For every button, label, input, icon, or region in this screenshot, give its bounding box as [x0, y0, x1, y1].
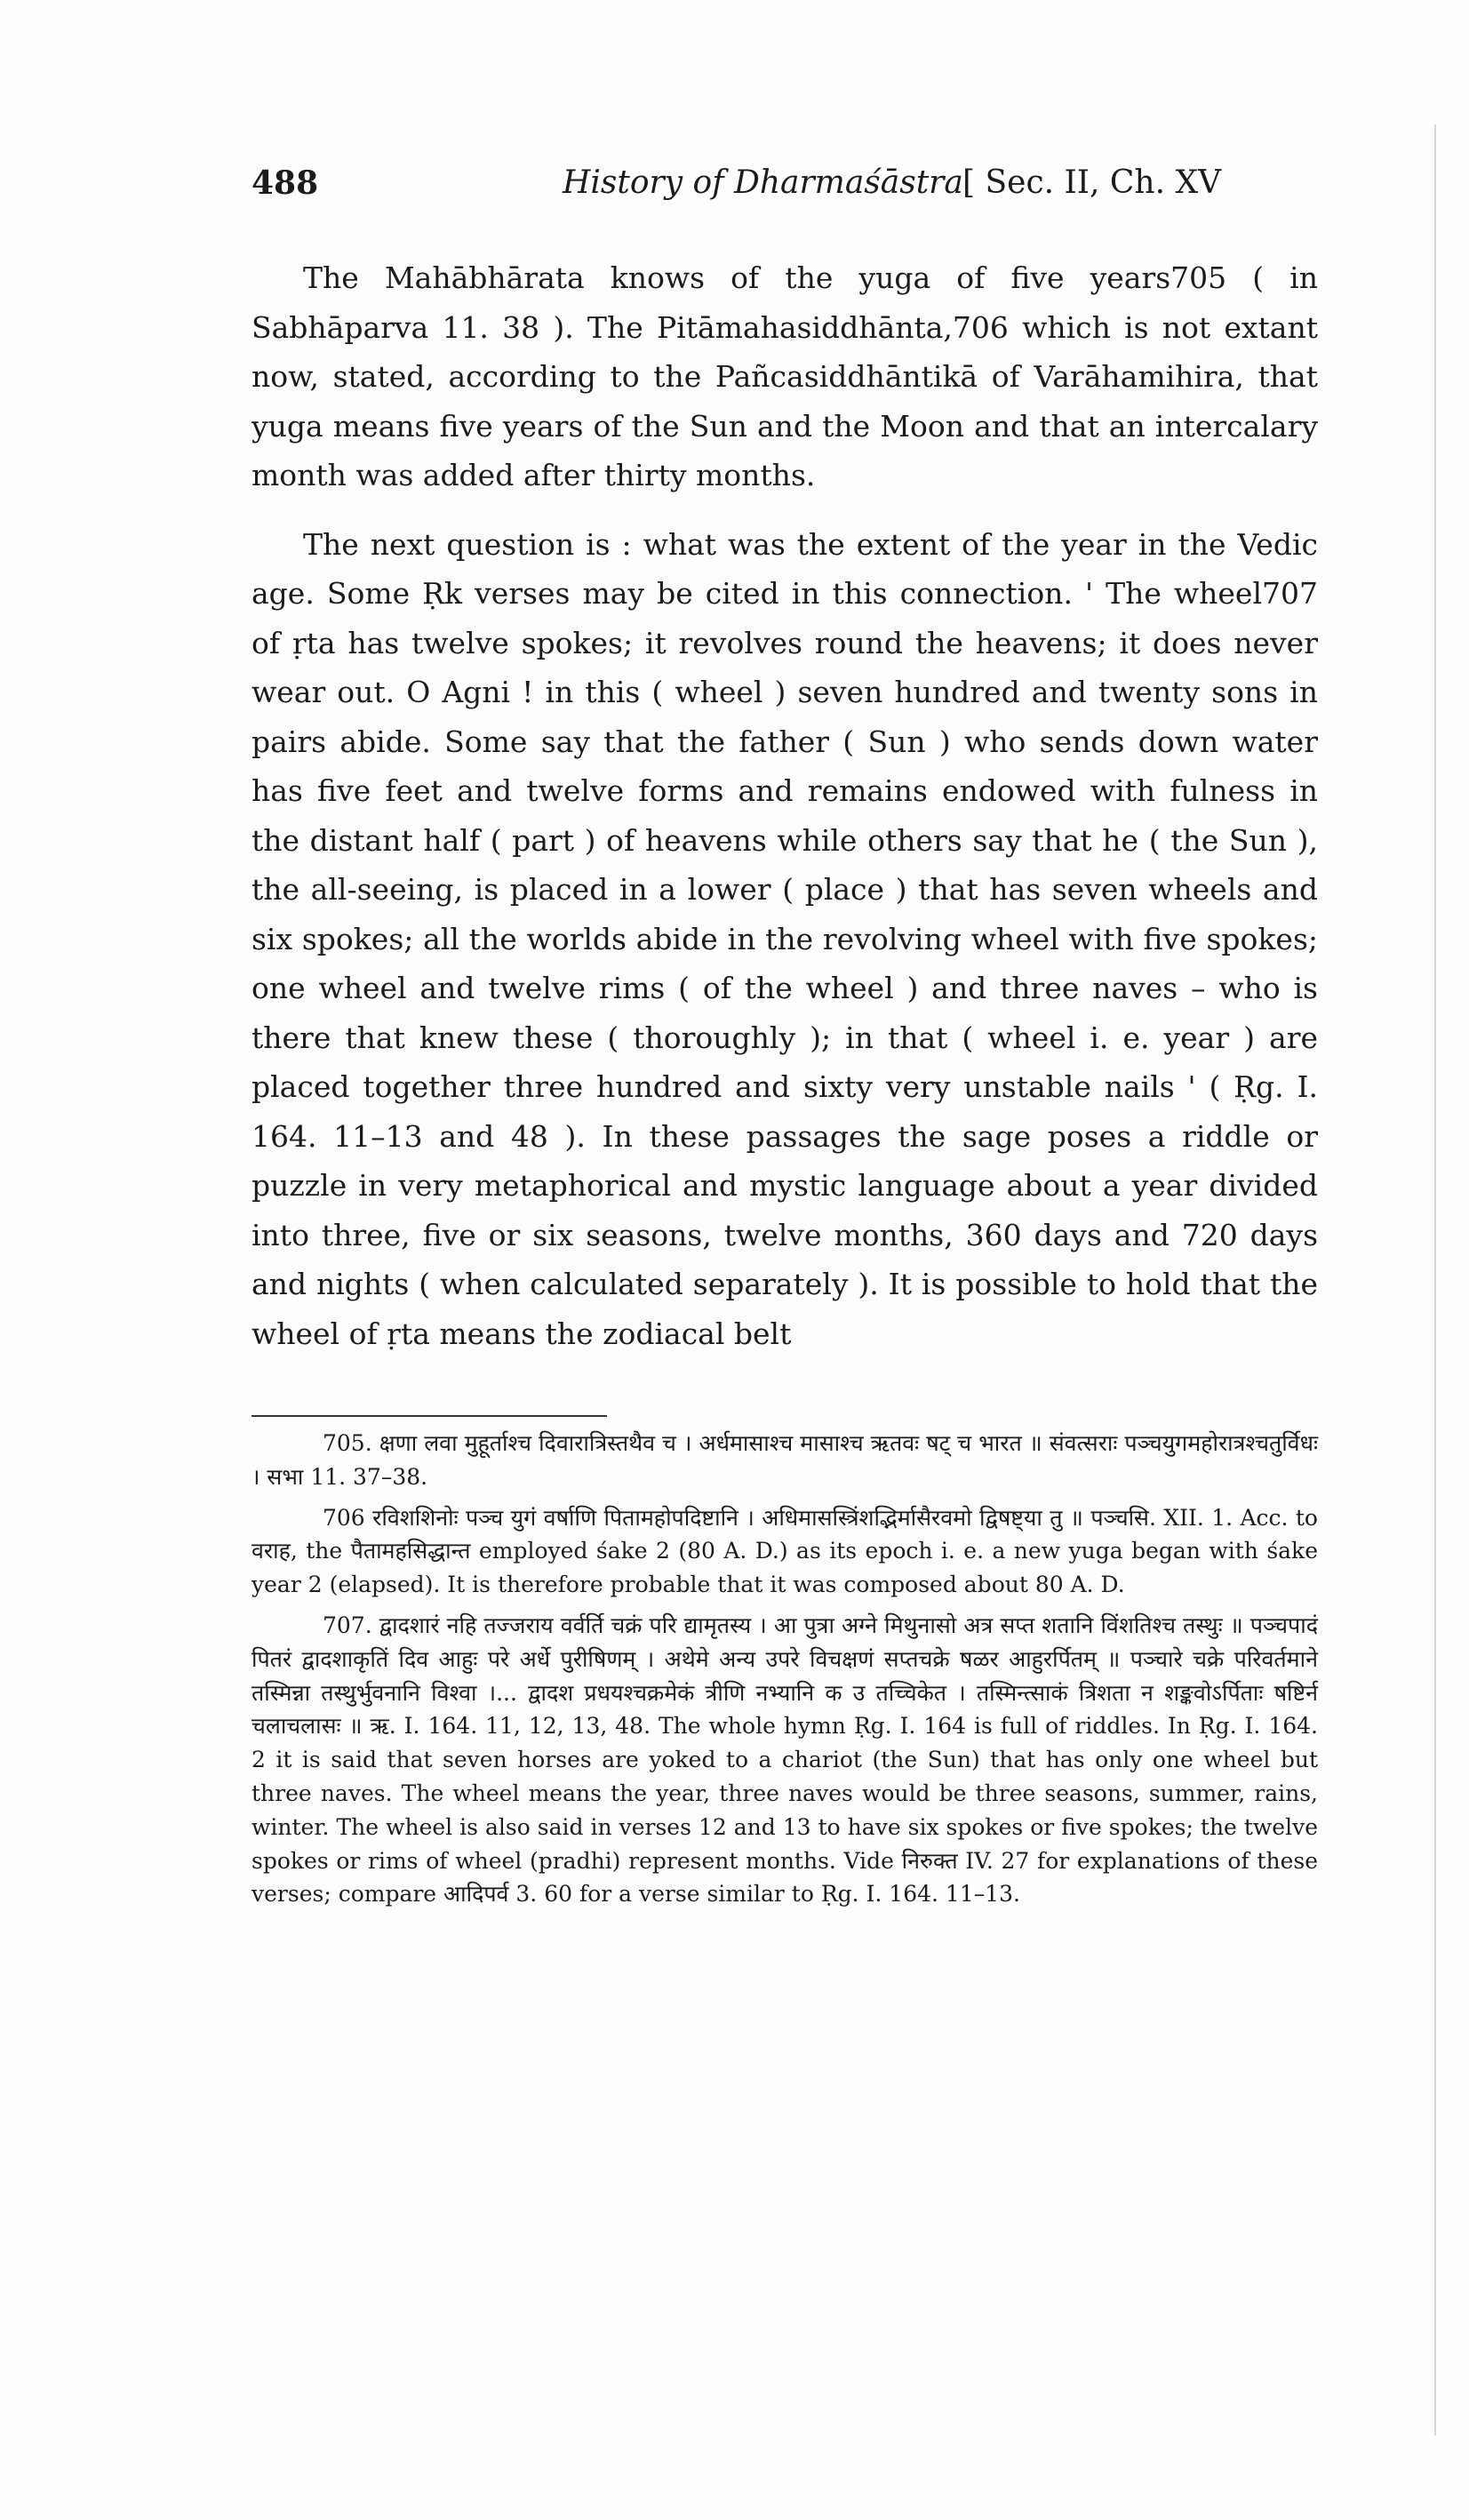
running-title: History of Dharmaśāstra — [563, 164, 963, 201]
footnote-separator — [251, 1415, 607, 1417]
main-text — [251, 253, 1318, 1358]
page-edge-line — [1434, 124, 1436, 2436]
paragraph: The Mahābhārata knows of the yuga of five years705 ( in Sabhāparva 11. 38 ). The Pitāmahasiddhānta,706 which is not extant now, stated, according to the Pañcasiddhāntikā of Varāhamihira, that yuga means five years of the Sun and the Moon and that an intercalary month was added after thirty months. — [251, 260, 1318, 492]
page-number: 488 — [251, 164, 319, 202]
footnote-706: 706 रविशशिनोः पञ्च युगं वर्षाणि पितामहोपदिष्टानि । अधिमासस्त्रिंशद्भिर्मासैरवमो द्विषष्ट्या तु ॥ पञ्चसि. XII. 1. Acc. to वराह, the पैतामहसिद्धान्त employed śake 2 (80 A. D.) as its epoch i. e. a new yuga began with śake year 2 (elapsed). It is therefore probable that it was composed about 80 A. D. — [251, 1504, 1318, 1598]
paragraph: The next question is : what was the extent of the year in the Vedic age. Some Ṛk verses may be cited in this connection. ' The wheel707 of ṛta has twelve spokes; it revolves round the heavens; it does never wear out. O Agni ! in this ( wheel ) seven hundred and twenty sons in pairs abide. Some say that the father ( Sun ) who sends down water has five feet and twelve forms and remains endowed with fulness in the distant half ( part ) of heavens while others say that he ( the Sun ), the all-seeing, is placed in a lower ( place ) that has seven wheels and six spokes; all the worlds abide in the revolving wheel with five spokes; one wheel and twelve rims ( of the wheel ) and three naves – who is there that knew these ( thoroughly ); in that ( wheel i. e. year ) are placed together three hundred and sixty very unstable nails ' ( Ṛg. I. 164. 11–13 and 48 ). In these passages the sage poses a riddle or puzzle in very metaphorical and mystic language about a year divided into three, five or six seasons, twelve months, 360 days and 720 days and nights ( when calculated separately ). It is possible to hold that the wheel of ṛta means the zodiacal belt — [251, 526, 1318, 1351]
section-reference: [ Sec. II, Ch. XV — [962, 164, 1222, 201]
footnote-707: 707. द्वादशारं नहि तज्जराय वर्वर्ति चक्रं परि द्यामृतस्य । आ पुत्रा अग्ने मिथुनासो अत्र सप्त शतानि विंशतिश्च तस्थुः ॥ पञ्चपादं पितरं द्वादशाकृतिं दिव आहुः परे अर्धे पुरीषिणम् । अथेमे अन्य उपरे विचक्षणं सप्तचक्रे षळर आहुरर्पितम् ॥ पञ्चारे चक्रे परिवर्तमाने तस्मिन्ना तस्थुर्भुवनानि विश्वा ।... द्वादश प्रधयश्चक्रमेकं त्रीणि नभ्यानि क उ तच्चिकेत । तस्मिन्त्साकं त्रिशता न शङ्कवोऽर्पिताः षष्टिर्न चलाचलासः ॥ ऋ. I. 164. 11, 12, 13, 48. The whole hymn Ṛg. I. 164 is full of riddles. In Ṛg. I. 164. 2 it is said that seven horses are yoked to a chariot (the Sun) that has only one wheel but three naves. The wheel means the year, three naves would be three seasons, summer, rains, winter. The wheel is also said in verses 12 and 13 to have six spokes or five spokes; the twelve spokes or rims of wheel (pradhi) represent months. Vide निरुक्त IV. 27 for explanations of these verses; compare आदिपर्व 3. 60 for a verse similar to Ṛg. I. 164. 11–13. — [251, 1612, 1318, 1908]
footnotes — [251, 1427, 1318, 1911]
footnote-705: 705. क्षणा लवा मुहूर्ताश्च दिवारात्रिस्तथैव च । अर्धमासाश्च मासाश्च ऋतवः षट् च भारत ॥ संवत्सराः पञ्चयुगमहोरात्रश्चतुर्विधः । सभा 11. 37–38. — [251, 1430, 1318, 1490]
page-header — [251, 164, 1318, 218]
